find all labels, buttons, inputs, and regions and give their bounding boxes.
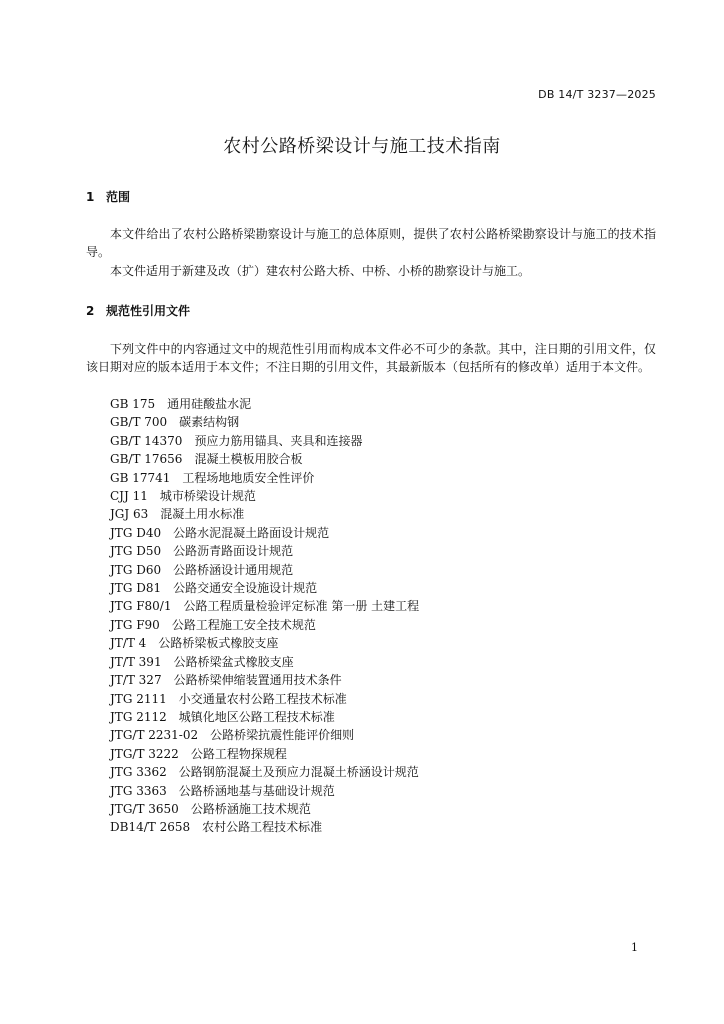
reference-title: 公路水泥混凝土路面设计规范 [173,525,330,540]
reference-code: JGJ 63 [110,507,149,522]
reference-item [110,487,419,505]
reference-item [110,634,419,652]
reference-item [110,671,419,689]
reference-title: 公路钢筋混凝土及预应力混凝土桥涵设计规范 [178,765,419,780]
reference-title: 公路工程施工安全技术规范 [171,617,316,632]
reference-code: JTG 2111 [110,691,167,706]
reference-item [110,597,419,615]
reference-code: GB 175 [110,397,156,411]
reference-item [110,579,419,597]
section-title: 范围 [106,190,131,204]
reference-code: JTG F90 [110,617,160,632]
reference-title: 农村公路工程技术标准 [202,820,323,835]
document-title: 农村公路桥梁设计与施工技术指南 [223,136,501,158]
reference-title: 公路桥梁伸缩装置通用技术条件 [173,673,342,688]
reference-code: JT/T 4 [110,636,147,651]
reference-item [110,561,419,579]
reference-code: JTG D40 [110,525,162,540]
reference-title: 混凝土模板用胶合板 [194,452,303,467]
reference-item [110,818,419,836]
reference-title: 公路交通安全设施设计规范 [173,581,318,596]
reference-item [110,690,419,708]
scope-paragraph-1: 本文件给出了农村公路桥梁勘察设计与施工的总体原则，提供了农村公路桥梁勘察设计与施工的技术指导。 [86,227,656,259]
reference-title: 公路沥青路面设计规范 [173,544,294,559]
reference-code: GB/T 17656 [110,452,183,467]
section-title: 规范性引用文件 [106,304,191,318]
reference-title: 公路桥涵地基与基础设计规范 [178,783,335,798]
reference-title: 公路桥涵设计通用规范 [173,562,294,577]
reference-title: 碳素结构钢 [179,415,240,430]
reference-title: 公路工程物探规程 [190,746,287,761]
scope-paragraph-2: 本文件适用于新建及改（扩）建农村公路大桥、中桥、小桥的勘察设计与施工。 [110,264,531,278]
reference-title: 混凝土用水标准 [160,507,245,522]
reference-item [110,616,419,634]
reference-item [110,653,419,671]
reference-code: JTG D81 [110,581,162,596]
reference-title: 公路桥涵施工技术规范 [190,801,311,816]
reference-item [110,708,419,726]
reference-title: 通用硅酸盐水泥 [167,397,252,411]
reference-code: CJJ 11 [110,489,148,504]
reference-code: JTG D60 [110,562,162,577]
reference-code: DB14/T 2658 [110,820,191,835]
reference-item [110,800,419,818]
reference-item [110,542,419,560]
page-number: 1 [631,941,638,954]
reference-title: 工程场地地质安全性评价 [182,470,315,485]
section-number: 2 [86,304,95,318]
document-number: DB 14/T 3237—2025 [538,88,656,101]
references-intro-paragraph: 下列文件中的内容通过文中的规范性引用而构成本文件必不可少的条款。其中，注日期的引用文件，仅该日期对应的版本适用于本文件；不注日期的引用文件，其最新版本（包括所有的修改单）适用于本文件。 [86,342,656,374]
reference-code: JTG/T 3222 [110,746,179,761]
reference-item [110,745,419,763]
reference-code: GB 17741 [110,470,171,485]
reference-item [110,395,419,413]
reference-title: 小交通量农村公路工程技术标准 [178,691,347,706]
reference-title: 预应力筋用锚具、夹具和连接器 [194,433,363,448]
reference-item [110,726,419,744]
reference-code: GB/T 14370 [110,433,183,448]
reference-item [110,782,419,800]
reference-title: 公路桥梁盆式橡胶支座 [173,654,294,669]
reference-item [110,432,419,450]
reference-code: JTG 3362 [110,765,167,780]
reference-title: 城镇化地区公路工程技术标准 [178,709,335,724]
reference-code: JT/T 391 [110,654,162,669]
reference-code: JTG D50 [110,544,162,559]
section-heading-scope [86,188,130,205]
reference-code: JTG 3363 [110,783,167,798]
reference-item [110,469,419,487]
reference-code: JTG F80/1 [110,599,172,614]
reference-code: JT/T 327 [110,673,162,688]
reference-title: 城市桥梁设计规范 [159,489,256,504]
section-number: 1 [86,190,95,204]
reference-code: JTG 2112 [110,709,167,724]
reference-code: JTG/T 3650 [110,801,179,816]
reference-item [110,524,419,542]
reference-item [110,505,419,523]
reference-code: GB/T 700 [110,415,168,430]
reference-title: 公路桥梁抗震性能评价细则 [210,728,355,743]
reference-code: JTG/T 2231-02 [110,728,199,743]
reference-title: 公路桥梁板式橡胶支座 [158,636,279,651]
reference-item [110,450,419,468]
reference-title: 公路工程质量检验评定标准 第一册 土建工程 [183,599,420,614]
reference-item [110,763,419,781]
reference-item [110,413,419,431]
section-heading-normative-references [86,302,190,319]
reference-list [110,395,419,837]
